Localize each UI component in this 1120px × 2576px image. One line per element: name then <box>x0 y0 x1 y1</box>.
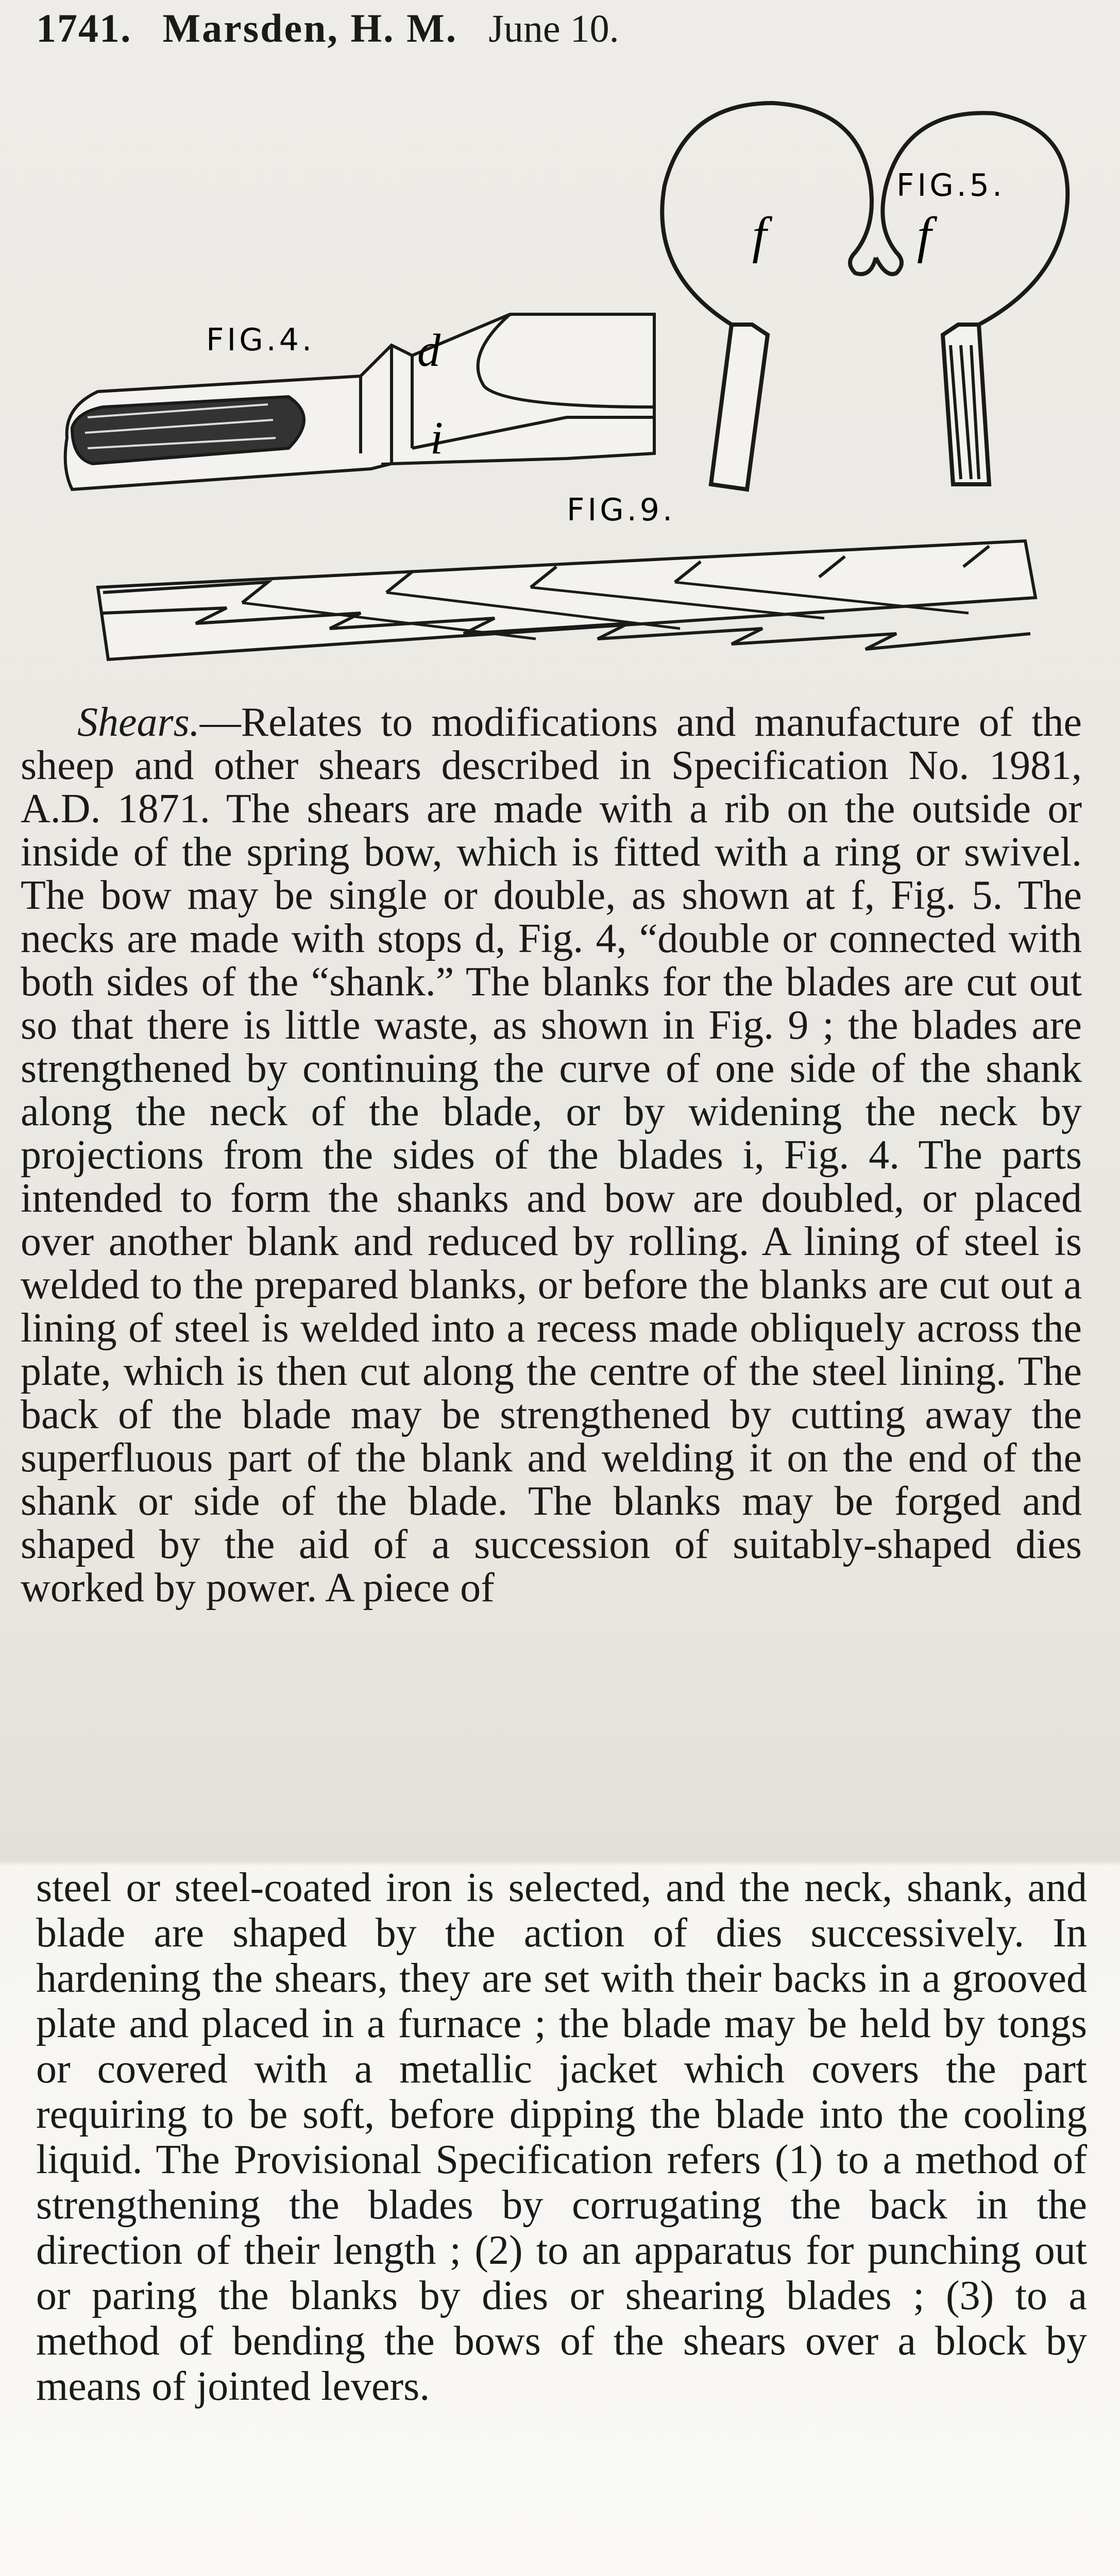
paragraph-1-text: —Relates to modifications and manufacture of the sheep and other shears described in Specification No. 1981, A.D. 1871. The shears are made with a rib on the outside or inside of the spring bow, which is fitted with a ring or swivel. The bow may be single or double, as shown at f, Fig. 5. The necks are made with stops d, Fig. 4, “double or connected with both sides of the “shank.” The blanks for the blades are cut out so that there is little waste, as shown in Fig. 9 ; the blades are strengthened by continuing the curve of one side of the shank along the neck of the blade, or by widening the neck by projections from the sides of the blades i, Fig. 4. The parts intended to form the shanks and bow are doubled, or placed over another blank and reduced by rolling. A lining of steel is welded to the prepared blanks, or before the blanks are cut out a lining of steel is welded into a recess made obliquely across the plate, which is then cut along the centre of the steel lining. The back of the blade may be strengthened by cutting away the superfluous part of the blank and welding it on the end of the shank or side of the blade. The blanks may be forged and shaped by the aid of a succession of suitably-shaped dies worked by power. A piece of <box>21 700 1082 1611</box>
abstract-paragraph-1 <box>21 701 1082 1609</box>
abstract-paragraph-2: steel or steel-coated iron is selected, and the neck, shank, and blade are shaped by the action of dies successively. In hardening the shears, they are set with their backs in a grooved plate and placed in a furnace ; the blade may be held by tongs or covered with a metallic jacket which covers the part requiring to be soft, before dipping the blade into the cooling liquid. The Provisional Specification refers (1) to a method of strengthening the blades by corrugating the back in the direction of their length ; (2) to an apparatus for punching out or paring the blanks by dies or shearing blades ; (3) to a method of bending the bows of the shears over a block by means of jointed levers. <box>36 1865 1087 2409</box>
fig4-blade-drawing <box>65 314 654 489</box>
fig5-bow-drawing <box>662 103 1067 489</box>
inventor-name: Marsden, H. M. <box>162 6 458 50</box>
fig9-label: FIG.9. <box>567 492 676 528</box>
abstract-body-part1 <box>21 701 1082 1609</box>
abstract-date: June 10. <box>488 7 619 50</box>
abstract-body-part2 <box>36 1865 1087 2409</box>
fig5-letter-f-right: f <box>917 207 931 264</box>
fig5-letter-f-left: f <box>752 207 767 264</box>
fig5-label: FIG.5. <box>896 167 1006 204</box>
abstract-header <box>36 5 1097 62</box>
patent-figures <box>0 57 1120 696</box>
fig4-label: FIG.4. <box>206 322 315 358</box>
fig4-letter-d: d <box>417 325 440 376</box>
fig9-blanks-drawing <box>98 541 1036 659</box>
fig4-letter-i: i <box>430 413 444 464</box>
abstract-number: 1741. <box>36 6 132 50</box>
subject-lead: Shears. <box>77 700 200 745</box>
